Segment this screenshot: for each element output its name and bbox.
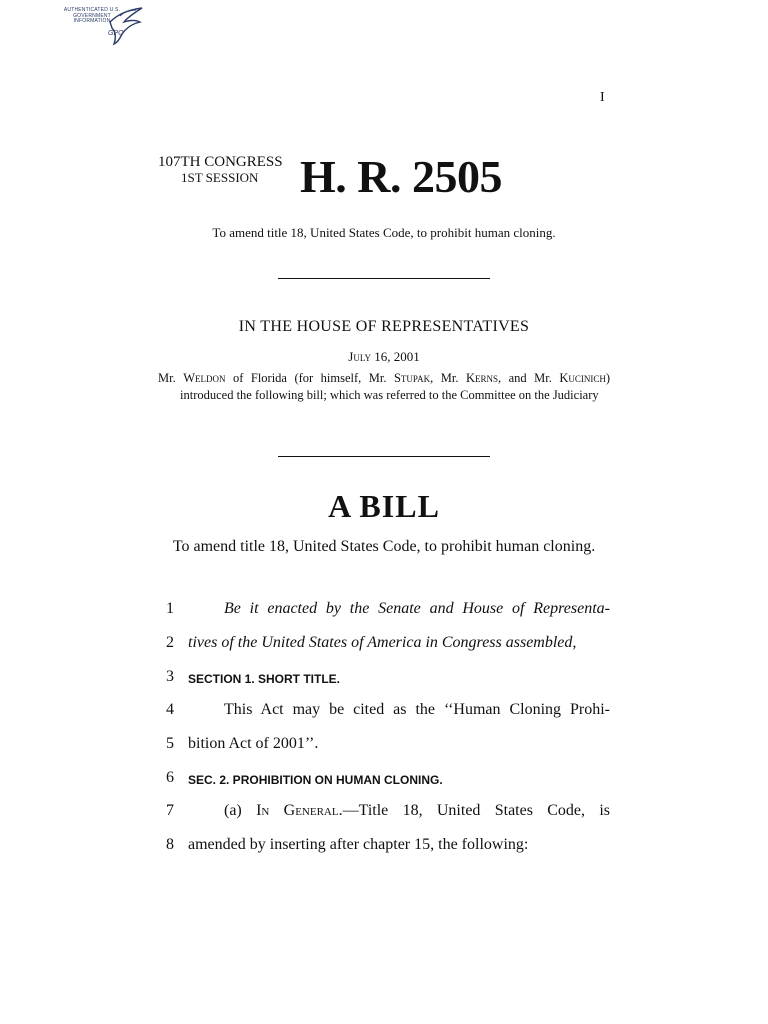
introduction-date: July 16, 2001 (348, 349, 420, 364)
line-number: 5 (166, 735, 174, 752)
bill-number: H. R. 2505 (300, 151, 502, 202)
line-number: 7 (166, 802, 174, 819)
congress-label: 107TH CONGRESS (158, 154, 283, 170)
sponsor-stupak: Stupak (393, 371, 431, 385)
line-number: 3 (166, 668, 174, 685)
eagle-icon (106, 4, 146, 46)
sponsor-text-2: , Mr. (430, 371, 466, 385)
seal-text: AUTHENTICATED U.S. GOVERNMENT INFORMATION (63, 7, 121, 24)
line-number: 8 (166, 836, 174, 853)
divider-rule (278, 278, 490, 279)
congress-session-block (158, 154, 283, 186)
line-text: tives of the United States of America in Congress assembled, (188, 634, 577, 651)
bill-line (0, 701, 768, 731)
bill-line (0, 836, 768, 866)
house-heading: IN THE HOUSE OF REPRESENTATIVES (238, 318, 530, 335)
bill-purpose: To amend title 18, United States Code, to prohibit human cloning. (172, 538, 596, 555)
sponsor-statement (158, 370, 610, 404)
bill-line (0, 668, 768, 698)
sponsor-kucinich: Kucinich (559, 371, 606, 385)
line-text: amended by inserting after chapter 15, the following: (188, 836, 529, 853)
line-number: 1 (166, 600, 174, 617)
divider-rule (278, 456, 490, 457)
subsection-heading: In General (256, 802, 339, 819)
line-number: 2 (166, 634, 174, 651)
bill-line (0, 802, 768, 832)
sponsor-weldon: Weldon (183, 371, 226, 385)
seal-gpo-label: GPO (108, 30, 124, 37)
line-text: Be it enacted by the Senate and House of Representa- (224, 600, 610, 617)
line-text (188, 802, 610, 820)
page-mark: I (600, 90, 605, 105)
subsection-text: .—Title 18, United States Code, is (338, 802, 611, 819)
bill-line (0, 769, 768, 799)
line-number: 4 (166, 701, 174, 718)
session-label: 1ST SESSION (181, 170, 259, 185)
sponsor-text-1: of Florida (for himself, Mr. (225, 371, 394, 385)
gpo-seal (62, 4, 146, 48)
line-number: 6 (166, 769, 174, 786)
section-heading: SECTION 1. SHORT TITLE. (188, 672, 341, 686)
line-text: This Act may be cited as the ‘‘Human Cloning Prohi- (224, 701, 610, 718)
bill-subtitle: To amend title 18, United States Code, to prohibit human cloning. (212, 225, 556, 240)
section-heading: SEC. 2. PROHIBITION ON HUMAN CLONING. (188, 773, 443, 787)
a-bill-heading: A BILL (328, 488, 440, 524)
sponsor-kerns: Kerns (465, 371, 498, 385)
sponsor-text-4: ) introduced the following bill; which was referred to the Committee on the Judiciary (180, 371, 611, 402)
bill-line (0, 735, 768, 765)
line-text: bition Act of 2001’’. (188, 735, 319, 752)
sponsor-title: Mr. (158, 371, 176, 385)
bill-line (0, 600, 768, 630)
bill-line (0, 634, 768, 664)
subsection-label: (a) (224, 802, 257, 819)
sponsor-text-3: , and Mr. (497, 371, 560, 385)
